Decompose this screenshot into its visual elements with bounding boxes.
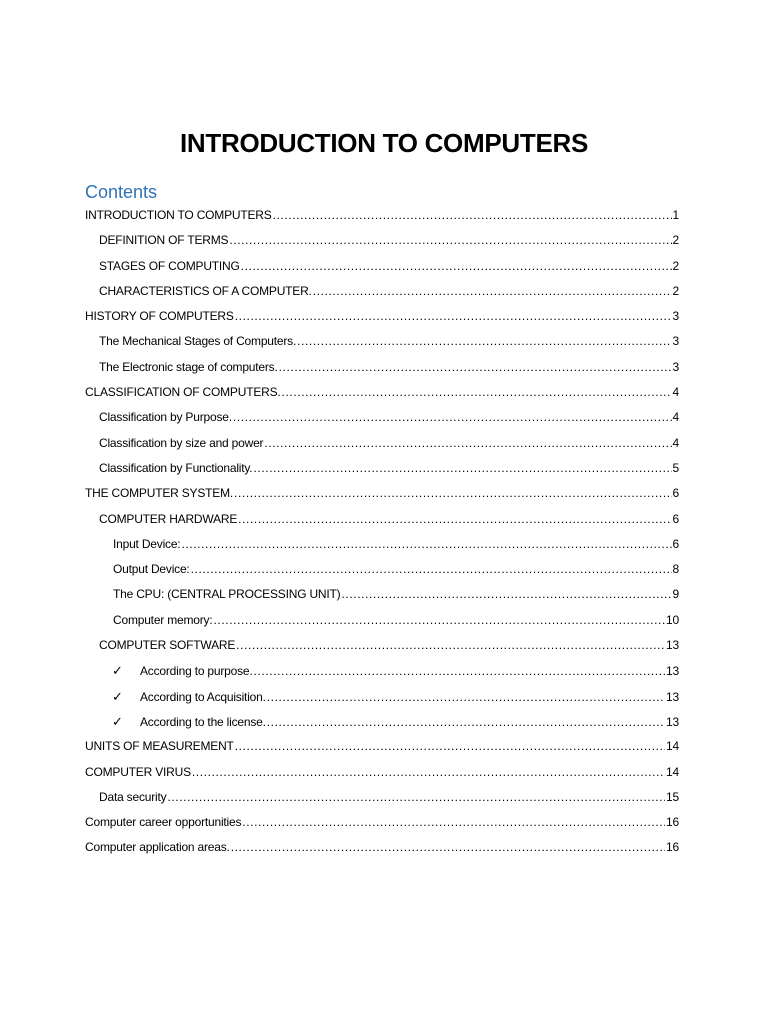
checkmark-icon: ✓ (112, 663, 123, 679)
toc-entry-label: CLASSIFICATION OF COMPUTERS. (85, 385, 281, 400)
toc-entry-page-number: 14 (666, 739, 679, 754)
toc-entry-label: Classification by Purpose. (99, 410, 232, 425)
checkmark-icon: ✓ (112, 688, 123, 704)
toc-entry[interactable] (85, 431, 679, 456)
toc-entry-label: Classification by Functionality. (99, 460, 253, 475)
toc-entry-label: STAGES OF COMPUTING (99, 258, 240, 273)
dot-leader (238, 507, 671, 532)
toc-entry-label: Computer application areas. (85, 840, 230, 855)
toc-entry-page-number: 15 (666, 789, 679, 804)
toc-entry-label: CHARACTERISTICS OF A COMPUTER. (99, 283, 312, 298)
toc-entry[interactable] (85, 329, 679, 354)
dot-leader (267, 685, 665, 710)
toc-entry-page-number: 16 (666, 815, 679, 830)
dot-leader (279, 355, 672, 380)
dot-leader (341, 582, 671, 607)
toc-entry-label: The CPU: (CENTRAL PROCESSING UNIT) (113, 587, 341, 602)
dot-leader (235, 304, 672, 329)
toc-entry-label: The Electronic stage of computers. (99, 359, 278, 374)
toc-entry[interactable] (85, 557, 679, 582)
toc-entry[interactable] (85, 760, 679, 785)
toc-entry[interactable] (85, 835, 679, 860)
toc-entry[interactable] (85, 709, 679, 734)
toc-entry[interactable] (85, 355, 679, 380)
toc-entry-label: UNITS OF MEASUREMENT (85, 739, 234, 754)
toc-entry[interactable] (85, 279, 679, 304)
toc-entry[interactable] (85, 582, 679, 607)
toc-entry[interactable] (85, 810, 679, 835)
toc-entry-page-number: 8 (672, 562, 679, 577)
dot-leader (254, 659, 666, 684)
toc-entry[interactable] (85, 481, 679, 506)
toc-entry[interactable] (85, 608, 679, 633)
toc-entry-label: Computer career opportunities (85, 815, 242, 830)
toc-entry-page-number: 13 (666, 664, 679, 679)
toc-entry-label: Data security (99, 789, 167, 804)
toc-entry-label: Computer memory: (113, 612, 213, 627)
toc-entry-page-number: 6 (672, 511, 679, 526)
toc-entry-page-number: 3 (672, 359, 679, 374)
toc-entry-label: According to purpose. (140, 664, 253, 679)
toc-entry-page-number: 2 (672, 258, 679, 273)
dot-leader (267, 710, 665, 735)
toc-entry-label: COMPUTER VIRUS (85, 764, 191, 779)
toc-entry-page-number: 2 (672, 233, 679, 248)
toc-entry[interactable] (85, 456, 679, 481)
toc-entry-label: COMPUTER SOFTWARE (99, 638, 236, 653)
toc-entry-page-number: 16 (666, 840, 679, 855)
toc-entry-page-number: 4 (672, 385, 679, 400)
toc-entry-label: COMPUTER HARDWARE (99, 511, 238, 526)
toc-entry[interactable] (85, 304, 679, 329)
dot-leader (253, 456, 671, 481)
toc-entry[interactable] (85, 228, 679, 253)
dot-leader (282, 380, 672, 405)
toc-entry-label: Classification by size and power (99, 435, 264, 450)
toc-entry[interactable] (85, 507, 679, 532)
toc-entry-page-number: 5 (672, 460, 679, 475)
toc-entry-label: THE COMPUTER SYSTEM. (85, 486, 234, 501)
toc-entry-page-number: 1 (672, 208, 679, 222)
dot-leader (235, 734, 665, 759)
toc-entry[interactable] (85, 684, 679, 709)
dot-leader (167, 785, 665, 810)
toc-entry[interactable] (85, 380, 679, 405)
table-of-contents (85, 203, 679, 861)
toc-entry-label: HISTORY OF COMPUTERS (85, 309, 234, 324)
toc-entry[interactable] (85, 405, 679, 430)
dot-leader (297, 329, 671, 354)
dot-leader (242, 810, 665, 835)
toc-entry-page-number: 13 (666, 638, 679, 653)
toc-entry-page-number: 4 (672, 410, 679, 425)
toc-entry-label: According to Acquisition. (140, 689, 266, 704)
toc-entry-page-number: 3 (672, 334, 679, 349)
toc-entry-page-number: 13 (666, 714, 679, 729)
dot-leader (236, 633, 665, 658)
toc-entry-page-number: 2 (672, 283, 679, 298)
dot-leader (233, 405, 672, 430)
toc-entry-page-number: 9 (672, 587, 679, 602)
toc-entry-page-number: 10 (666, 612, 679, 627)
contents-heading: Contents (85, 182, 158, 202)
dot-leader (234, 481, 672, 506)
checkmark-icon: ✓ (112, 713, 123, 729)
document-title: INTRODUCTION TO COMPUTERS (179, 128, 589, 158)
dot-leader (181, 532, 671, 557)
toc-entry[interactable] (85, 532, 679, 557)
toc-entry-page-number: 6 (672, 536, 679, 551)
toc-entry-label: DEFINITION OF TERMS (99, 233, 229, 248)
dot-leader (192, 760, 665, 785)
toc-entry-label: Output Device: (113, 562, 190, 577)
dot-leader (273, 203, 672, 228)
toc-entry-page-number: 3 (672, 309, 679, 324)
toc-entry-page-number: 14 (666, 764, 679, 779)
toc-entry-page-number: 13 (666, 689, 679, 704)
toc-entry-label: Input Device: (113, 536, 181, 551)
toc-entry[interactable] (85, 785, 679, 810)
toc-entry-page-number: 6 (672, 486, 679, 501)
toc-entry-label: INTRODUCTION TO COMPUTERS (85, 208, 272, 222)
dot-leader (214, 608, 666, 633)
dot-leader (241, 254, 672, 279)
toc-entry[interactable] (85, 658, 679, 683)
dot-leader (264, 431, 671, 456)
toc-entry-label: According to the license. (140, 714, 266, 729)
dot-leader (229, 228, 671, 253)
toc-entry[interactable] (85, 734, 679, 759)
dot-leader (231, 835, 665, 860)
toc-entry-page-number: 4 (672, 435, 679, 450)
toc-entry[interactable] (85, 254, 679, 279)
toc-entry-label: The Mechanical Stages of Computers. (99, 334, 297, 349)
toc-entry[interactable] (85, 633, 679, 658)
dot-leader (313, 279, 672, 304)
dot-leader (191, 557, 672, 582)
toc-entry[interactable] (85, 203, 679, 228)
